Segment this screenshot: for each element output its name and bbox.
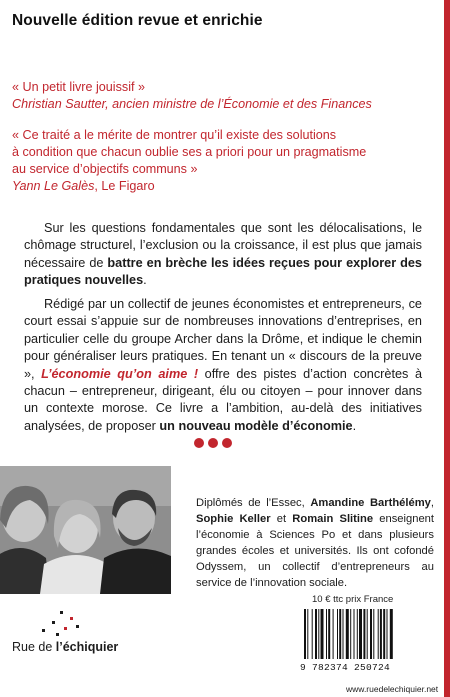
quote-source (12, 178, 366, 195)
paragraph-emphasis: un nouveau modèle d’économie (159, 418, 353, 433)
blurb-paragraph-1 (24, 220, 422, 290)
bio-text: , (430, 497, 434, 509)
quote-publication: , Le Figaro (94, 179, 155, 193)
quote-line: à condition que chacun oublie ses a priori pour un pragmatisme (12, 145, 367, 159)
paragraph-emphasis: battre en brèche les idées reçues pour explorer des pratiques nouvelles (24, 255, 422, 288)
authors-bio (196, 495, 434, 591)
cover-edge-stripe (444, 0, 450, 697)
edition-headline: Nouvelle édition revue et enrichie (12, 12, 263, 29)
authors-photo (0, 466, 171, 594)
book-title-inline: L’économie qu’on aime ! (41, 366, 199, 381)
quote-line: au service d’objectifs communs » (12, 162, 198, 176)
divider-dot (194, 438, 204, 448)
quote-text: « Un petit livre jouissif » (12, 80, 145, 94)
publisher-prefix: Rue de (12, 640, 56, 654)
publisher-website: www.ruedelechiquier.net (346, 684, 439, 694)
quote-line: « Ce traité a le mérite de montrer qu’il existe des solutions (12, 128, 337, 142)
bio-text: enseignent l’économie à Sciences Po et dans plusieurs grandes écoles et universités. Ils ont cofondé Odyssem, un collectif d’entrepreneurs au service de l’innovation sociale. (196, 513, 434, 589)
isbn-digits: 9 782374 250724 (300, 662, 391, 673)
paragraph-text: Sur les questions fondamentales que sont les délocalisations, le chômage structurel, l’exclusion ou la croissance, il est plus que jamais nécessaire de (24, 221, 422, 270)
paragraph-end: . (143, 273, 147, 288)
section-divider-dots (194, 438, 258, 450)
divider-dot (222, 438, 232, 448)
price-label: 10 € ttc prix France (312, 594, 394, 605)
author-name: Amandine Barthélémy (310, 497, 431, 509)
publisher-name (12, 640, 118, 654)
bio-text: et (270, 513, 293, 525)
paragraph-end: . (352, 418, 357, 433)
blurb-paragraph-2 (24, 296, 422, 435)
quote-source: Christian Sautter, ancien ministre de l’Économie et des Finances (12, 97, 372, 111)
quote-author: Yann Le Galès (12, 179, 95, 193)
author-name: Romain Slitine (292, 513, 374, 525)
barcode-bars (300, 609, 424, 661)
paragraph-text: Rédigé par un collectif de jeunes économistes et entrepreneurs, ce court essai s’appuie sur de nombreuses innovations d’entreprises, en particulier celle du groupe Archer dans la Drôme, et indique le chemin pour généraliser leurs pratiques. En tenant un « discours de la preuve », (24, 297, 422, 381)
divider-dot (208, 438, 218, 448)
paragraph-text: offre des pistes d’action concrètes à chacun – entrepreneur, dirigeant, élu ou citoyen – pour innover dans un contexte morose. Ce livre a l’ambition, au-delà des initiatives analysées, de proposer (24, 366, 423, 433)
quote-sautter (12, 79, 372, 113)
bio-text: Diplômés de l’Essec, (196, 497, 311, 509)
author-name: Sophie Keller (196, 513, 271, 525)
authors-photo-illustration (0, 466, 171, 594)
publisher-brand: l’échiquier (55, 640, 119, 654)
quote-le-figaro (12, 127, 366, 195)
